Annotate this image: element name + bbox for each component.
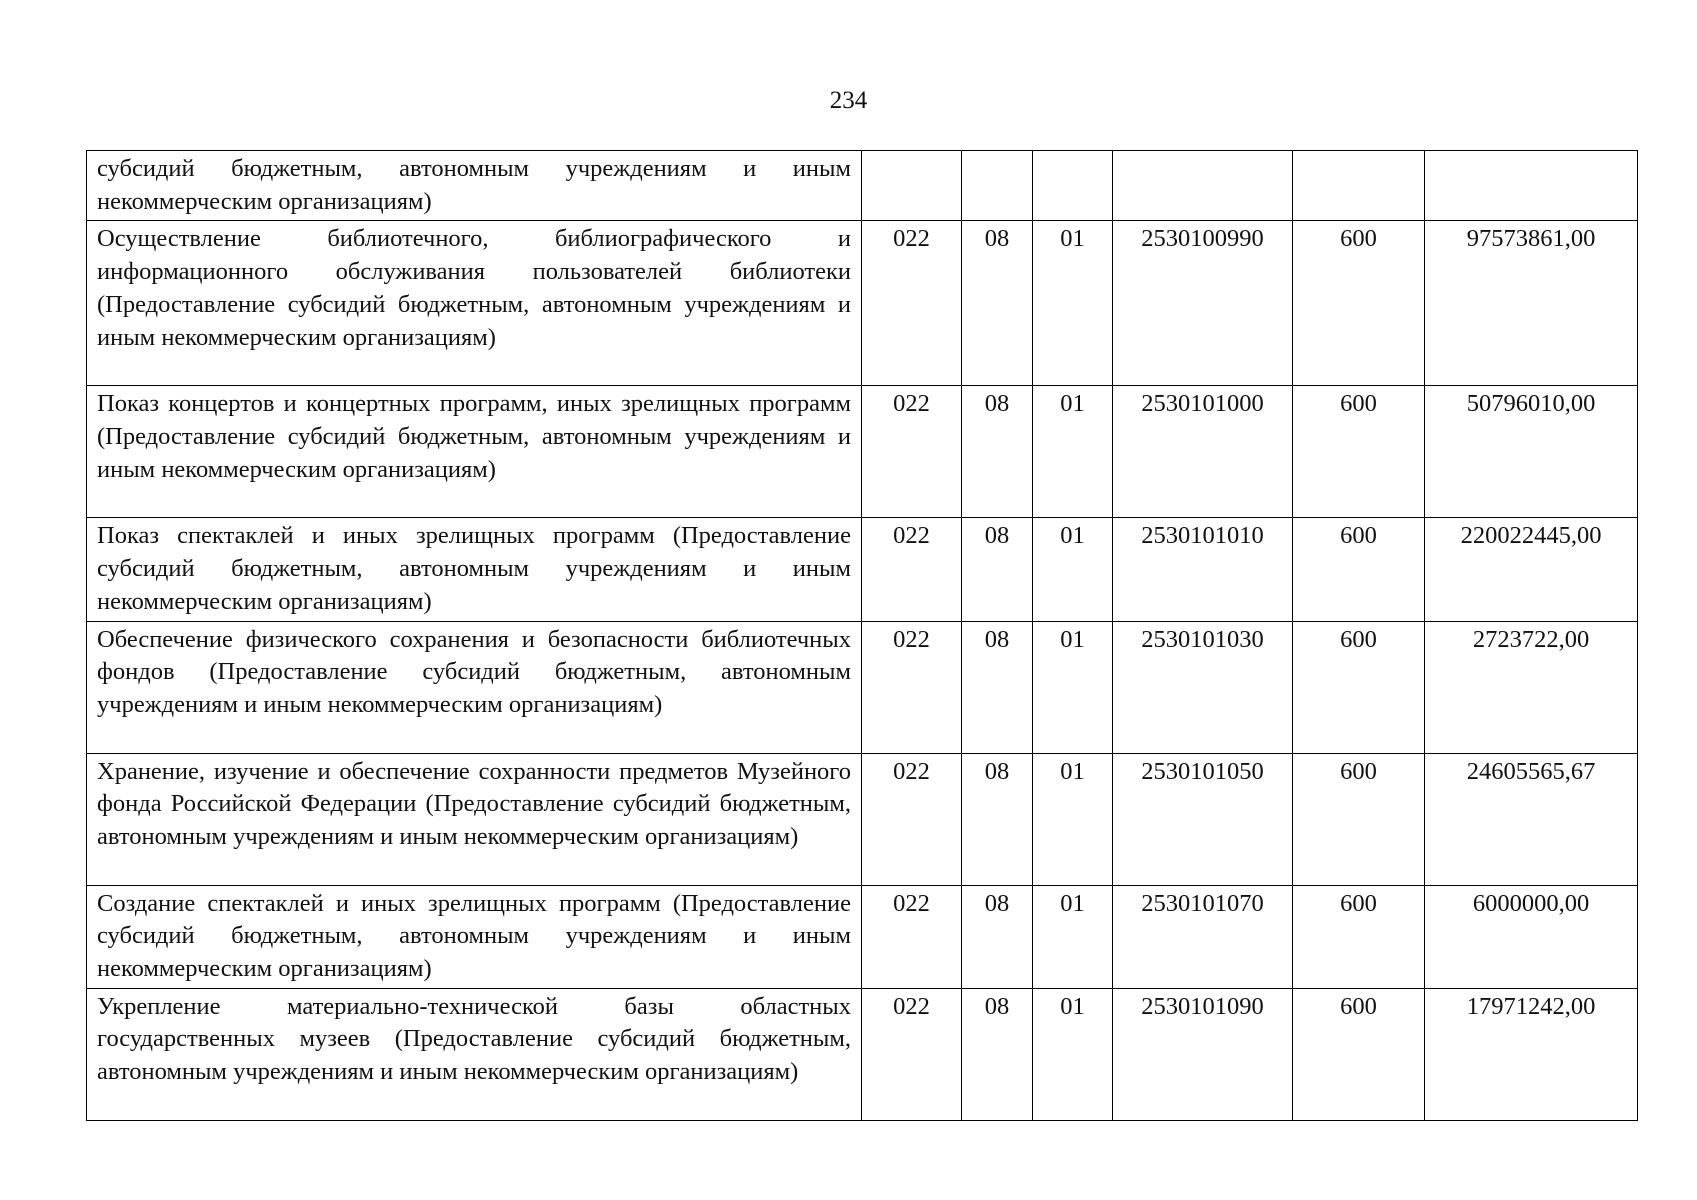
amount-cell: 17971242,00 xyxy=(1425,988,1638,1120)
section-code-cell: 08 xyxy=(962,753,1033,885)
expense-type-cell xyxy=(1293,151,1425,221)
target-code-cell: 2530101090 xyxy=(1113,988,1293,1120)
expense-type-cell: 600 xyxy=(1293,386,1425,518)
ministry-code-cell: 022 xyxy=(862,885,962,988)
subsection-code-cell: 01 xyxy=(1033,386,1113,518)
description-cell: Показ спектаклей и иных зрелищных программ (Предоставление субсидий бюджетным, автономным учреждениям и иным некоммерческим организациям) xyxy=(87,518,862,621)
ministry-code-cell: 022 xyxy=(862,386,962,518)
table-row xyxy=(87,386,1638,518)
target-code-cell: 2530101050 xyxy=(1113,753,1293,885)
amount-cell: 6000000,00 xyxy=(1425,885,1638,988)
description-cell: Укрепление материально-технической базы областных государственных музеев (Предоставление субсидий бюджетным, автономным учреждениям и иным некоммерческим организациям) xyxy=(87,988,862,1120)
table-row xyxy=(87,518,1638,621)
section-code-cell: 08 xyxy=(962,621,1033,753)
description-cell: Осуществление библиотечного, библиографического и информационного обслуживания пользователей библиотеки (Предоставление субсидий бюджетным, автономным учреждениям и иным некоммерческим организациям) xyxy=(87,221,862,386)
ministry-code-cell: 022 xyxy=(862,753,962,885)
subsection-code-cell: 01 xyxy=(1033,753,1113,885)
target-code-cell: 2530101070 xyxy=(1113,885,1293,988)
description-cell: Хранение, изучение и обеспечение сохранности предметов Музейного фонда Российской Федерации (Предоставление субсидий бюджетным, автономным учреждениям и иным некоммерческим организациям) xyxy=(87,753,862,885)
budget-table xyxy=(86,150,1638,1121)
section-code-cell xyxy=(962,151,1033,221)
table-row xyxy=(87,221,1638,386)
table-row xyxy=(87,621,1638,753)
amount-cell: 97573861,00 xyxy=(1425,221,1638,386)
table-row xyxy=(87,753,1638,885)
expense-type-cell: 600 xyxy=(1293,221,1425,386)
ministry-code-cell: 022 xyxy=(862,221,962,386)
ministry-code-cell xyxy=(862,151,962,221)
subsection-code-cell: 01 xyxy=(1033,518,1113,621)
expense-type-cell: 600 xyxy=(1293,885,1425,988)
description-cell: Показ концертов и концертных программ, иных зрелищных программ (Предоставление субсидий бюджетным, автономным учреждениям и иным некоммерческим организациям) xyxy=(87,386,862,518)
amount-cell: 50796010,00 xyxy=(1425,386,1638,518)
target-code-cell: 2530101030 xyxy=(1113,621,1293,753)
target-code-cell xyxy=(1113,151,1293,221)
amount-cell: 220022445,00 xyxy=(1425,518,1638,621)
subsection-code-cell: 01 xyxy=(1033,988,1113,1120)
target-code-cell: 2530101010 xyxy=(1113,518,1293,621)
section-code-cell: 08 xyxy=(962,885,1033,988)
subsection-code-cell: 01 xyxy=(1033,621,1113,753)
page-number: 234 xyxy=(829,87,868,114)
amount-cell xyxy=(1425,151,1638,221)
ministry-code-cell: 022 xyxy=(862,988,962,1120)
section-code-cell: 08 xyxy=(962,221,1033,386)
amount-cell: 2723722,00 xyxy=(1425,621,1638,753)
expense-type-cell: 600 xyxy=(1293,518,1425,621)
description-cell: субсидий бюджетным, автономным учреждениям и иным некоммерческим организациям) xyxy=(87,151,862,221)
subsection-code-cell xyxy=(1033,151,1113,221)
section-code-cell: 08 xyxy=(962,518,1033,621)
target-code-cell: 2530100990 xyxy=(1113,221,1293,386)
section-code-cell: 08 xyxy=(962,386,1033,518)
subsection-code-cell: 01 xyxy=(1033,221,1113,386)
amount-cell: 24605565,67 xyxy=(1425,753,1638,885)
expense-type-cell: 600 xyxy=(1293,621,1425,753)
expense-type-cell: 600 xyxy=(1293,988,1425,1120)
expense-type-cell: 600 xyxy=(1293,753,1425,885)
description-cell: Обеспечение физического сохранения и безопасности библиотечных фондов (Предоставление субсидий бюджетным, автономным учреждениям и иным некоммерческим организациям) xyxy=(87,621,862,753)
table-row xyxy=(87,151,1638,221)
ministry-code-cell: 022 xyxy=(862,621,962,753)
description-cell: Создание спектаклей и иных зрелищных программ (Предоставление субсидий бюджетным, автономным учреждениям и иным некоммерческим организациям) xyxy=(87,885,862,988)
subsection-code-cell: 01 xyxy=(1033,885,1113,988)
ministry-code-cell: 022 xyxy=(862,518,962,621)
table-row xyxy=(87,988,1638,1120)
table-body xyxy=(87,151,1638,1121)
section-code-cell: 08 xyxy=(962,988,1033,1120)
table-row xyxy=(87,885,1638,988)
target-code-cell: 2530101000 xyxy=(1113,386,1293,518)
